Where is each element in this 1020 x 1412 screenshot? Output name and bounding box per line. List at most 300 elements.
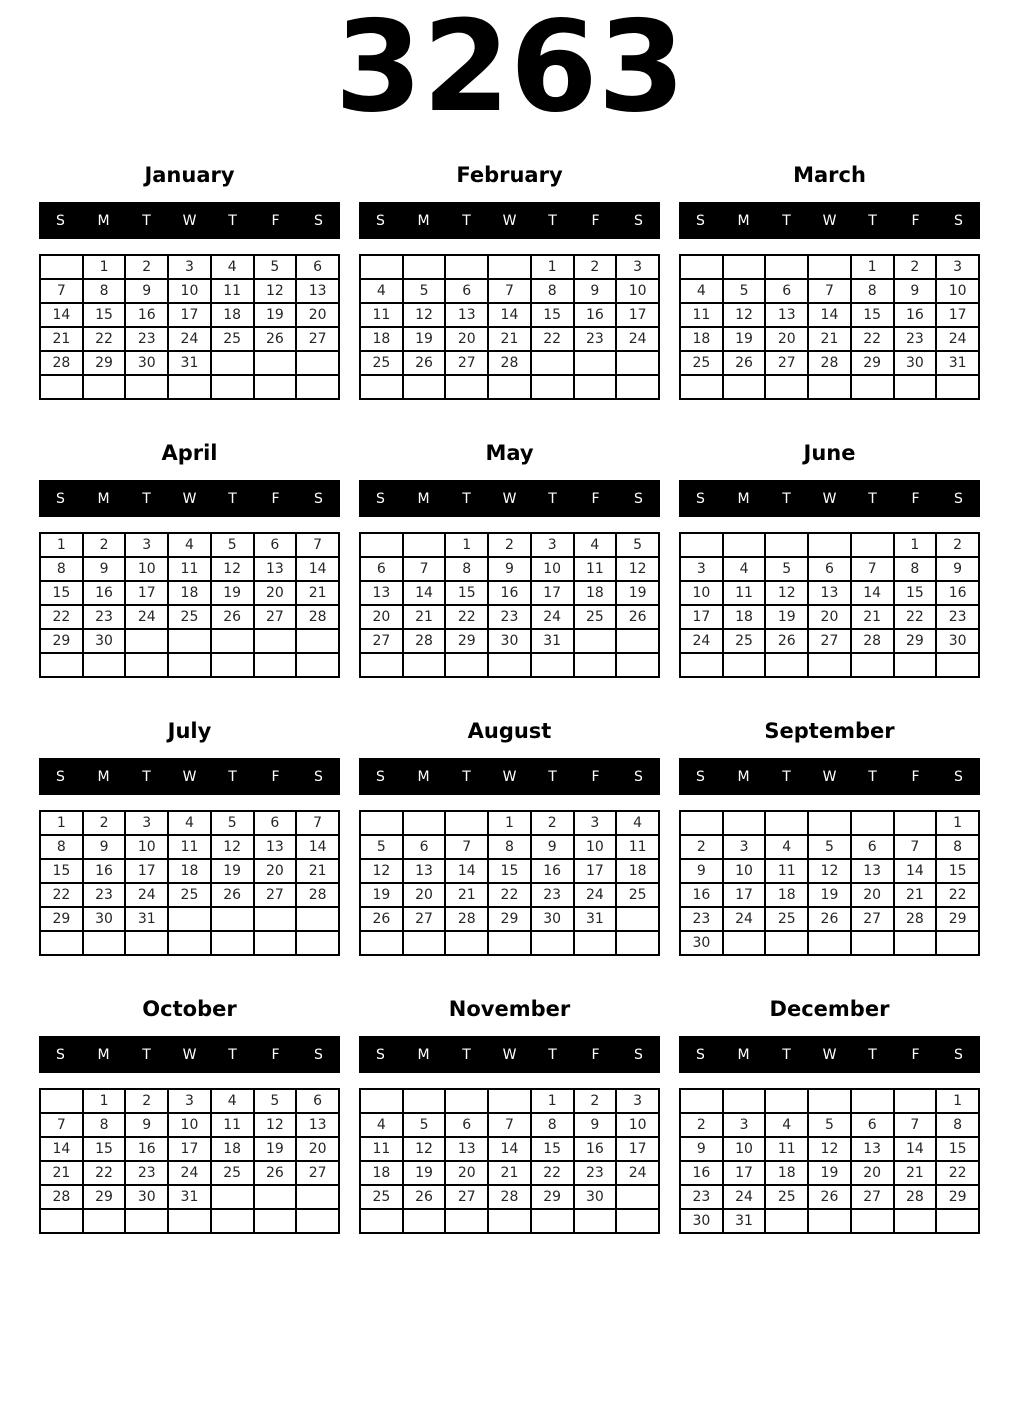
month-date-grid (39, 810, 340, 956)
day-of-week-label: S (954, 1046, 963, 1063)
day-cell: 2 (680, 835, 723, 859)
day-cell: 3 (936, 255, 979, 279)
day-cell-empty (296, 1209, 339, 1233)
day-cell: 28 (403, 629, 446, 653)
day-cell: 27 (808, 629, 851, 653)
day-cell: 10 (125, 835, 168, 859)
day-cell: 12 (254, 279, 297, 303)
day-cell: 7 (40, 279, 83, 303)
day-cell-empty (723, 811, 766, 835)
day-of-week-label: S (376, 490, 385, 507)
day-cell: 12 (254, 1113, 297, 1137)
day-cell: 8 (851, 279, 894, 303)
day-cell: 6 (765, 279, 808, 303)
day-cell: 14 (296, 835, 339, 859)
week-row (360, 255, 659, 279)
day-cell-empty (40, 1209, 83, 1233)
week-row (360, 629, 659, 653)
month-march (679, 160, 980, 438)
week-row (40, 255, 339, 279)
day-cell: 2 (125, 1089, 168, 1113)
day-cell-empty (211, 931, 254, 955)
week-row (40, 1089, 339, 1113)
day-cell: 3 (168, 1089, 211, 1113)
day-cell-empty (531, 1209, 574, 1233)
day-cell-empty (680, 255, 723, 279)
day-cell: 4 (211, 1089, 254, 1113)
day-cell: 13 (254, 835, 297, 859)
day-cell: 4 (723, 557, 766, 581)
day-cell: 21 (894, 1161, 937, 1185)
day-cell: 21 (488, 327, 531, 351)
day-cell: 15 (488, 859, 531, 883)
day-cell-empty (808, 533, 851, 557)
day-of-week-label: T (868, 1046, 877, 1063)
day-cell: 3 (723, 1113, 766, 1137)
day-of-week-label: S (696, 490, 705, 507)
day-cell: 30 (83, 629, 126, 653)
day-cell: 17 (531, 581, 574, 605)
day-cell: 13 (445, 303, 488, 327)
day-cell: 19 (403, 327, 446, 351)
day-cell-empty (360, 375, 403, 399)
day-cell: 2 (936, 533, 979, 557)
day-cell: 5 (808, 835, 851, 859)
day-cell: 15 (851, 303, 894, 327)
day-cell: 21 (445, 883, 488, 907)
week-row (680, 557, 979, 581)
day-cell: 22 (936, 1161, 979, 1185)
day-of-week-label: T (462, 1046, 471, 1063)
day-of-week-label: M (97, 1046, 110, 1063)
day-cell: 17 (616, 303, 659, 327)
day-cell: 8 (894, 557, 937, 581)
day-of-week-label: S (954, 768, 963, 785)
day-cell-empty (894, 653, 937, 677)
day-cell: 2 (894, 255, 937, 279)
day-cell: 1 (531, 1089, 574, 1113)
day-cell: 12 (616, 557, 659, 581)
day-of-week-label: T (868, 768, 877, 785)
day-cell-empty (403, 533, 446, 557)
day-of-week-label: T (462, 768, 471, 785)
day-cell: 26 (211, 605, 254, 629)
day-cell: 17 (936, 303, 979, 327)
day-cell: 2 (574, 1089, 617, 1113)
day-cell: 10 (680, 581, 723, 605)
day-cell: 3 (723, 835, 766, 859)
day-cell: 12 (723, 303, 766, 327)
day-cell: 16 (680, 883, 723, 907)
month-title: September (764, 719, 895, 743)
day-of-week-label: T (548, 490, 557, 507)
day-cell: 6 (296, 255, 339, 279)
day-cell: 30 (680, 1209, 723, 1233)
day-cell-empty (296, 907, 339, 931)
week-row (680, 1209, 979, 1233)
day-cell-empty (723, 653, 766, 677)
day-of-week-header (679, 758, 980, 795)
month-title: December (769, 997, 890, 1021)
week-row (680, 533, 979, 557)
day-cell: 24 (125, 605, 168, 629)
day-cell: 3 (616, 1089, 659, 1113)
day-of-week-label: W (822, 1046, 837, 1063)
day-cell: 5 (254, 1089, 297, 1113)
day-cell-empty (403, 375, 446, 399)
week-row (360, 1137, 659, 1161)
day-cell: 26 (765, 629, 808, 653)
day-cell: 29 (851, 351, 894, 375)
day-of-week-label: T (782, 490, 791, 507)
day-of-week-label: T (462, 212, 471, 229)
day-cell: 2 (574, 255, 617, 279)
day-cell-empty (894, 1209, 937, 1233)
day-cell: 2 (531, 811, 574, 835)
day-cell: 16 (488, 581, 531, 605)
day-cell: 5 (403, 279, 446, 303)
week-row (360, 1113, 659, 1137)
day-cell: 18 (168, 581, 211, 605)
day-cell: 30 (125, 351, 168, 375)
day-cell: 12 (211, 557, 254, 581)
day-cell: 14 (40, 1137, 83, 1161)
day-cell: 19 (254, 303, 297, 327)
day-cell: 16 (936, 581, 979, 605)
week-row (680, 255, 979, 279)
day-cell: 4 (765, 835, 808, 859)
day-cell: 27 (765, 351, 808, 375)
day-cell: 30 (894, 351, 937, 375)
day-cell: 16 (531, 859, 574, 883)
day-cell: 31 (125, 907, 168, 931)
day-cell: 20 (360, 605, 403, 629)
month-date-grid (359, 254, 660, 400)
month-title: May (485, 441, 534, 465)
day-cell: 19 (211, 581, 254, 605)
day-cell-empty (83, 375, 126, 399)
month-october (39, 994, 340, 1272)
day-of-week-header (39, 202, 340, 239)
day-cell: 8 (936, 1113, 979, 1137)
month-title: July (167, 719, 212, 743)
day-cell-empty (403, 1089, 446, 1113)
week-row (360, 1209, 659, 1233)
day-of-week-label: T (462, 490, 471, 507)
day-cell-empty (851, 1209, 894, 1233)
day-of-week-label: S (376, 768, 385, 785)
month-january (39, 160, 340, 438)
week-row (360, 907, 659, 931)
day-cell-empty (488, 653, 531, 677)
day-cell: 9 (488, 557, 531, 581)
day-cell-empty (168, 653, 211, 677)
day-of-week-label: T (228, 1046, 237, 1063)
day-of-week-label: M (417, 1046, 430, 1063)
day-cell: 12 (808, 859, 851, 883)
day-cell-empty (765, 811, 808, 835)
day-cell: 23 (574, 1161, 617, 1185)
day-cell: 28 (40, 1185, 83, 1209)
day-cell: 16 (574, 1137, 617, 1161)
day-cell: 7 (40, 1113, 83, 1137)
day-cell: 19 (808, 883, 851, 907)
day-cell: 30 (488, 629, 531, 653)
month-december (679, 994, 980, 1272)
day-of-week-label: T (782, 212, 791, 229)
day-cell: 11 (723, 581, 766, 605)
week-row (360, 883, 659, 907)
week-row (680, 1137, 979, 1161)
day-cell: 25 (765, 907, 808, 931)
day-of-week-label: M (737, 1046, 750, 1063)
day-cell: 3 (574, 811, 617, 835)
day-cell: 11 (360, 303, 403, 327)
day-cell: 15 (40, 581, 83, 605)
day-cell: 25 (680, 351, 723, 375)
day-of-week-label: M (737, 490, 750, 507)
day-cell: 17 (125, 859, 168, 883)
day-cell: 8 (488, 835, 531, 859)
day-cell-empty (254, 1209, 297, 1233)
day-cell: 18 (211, 303, 254, 327)
day-cell: 5 (360, 835, 403, 859)
week-row (40, 931, 339, 955)
day-cell: 21 (851, 605, 894, 629)
day-cell-empty (445, 653, 488, 677)
day-cell-empty (211, 351, 254, 375)
week-row (360, 931, 659, 955)
week-row (360, 303, 659, 327)
day-cell: 3 (616, 255, 659, 279)
day-of-week-label: F (271, 1046, 280, 1063)
day-cell-empty (808, 931, 851, 955)
day-cell: 7 (296, 533, 339, 557)
day-cell: 19 (254, 1137, 297, 1161)
day-cell: 6 (445, 1113, 488, 1137)
day-cell: 20 (254, 581, 297, 605)
day-cell: 22 (83, 1161, 126, 1185)
day-cell-empty (296, 629, 339, 653)
day-cell: 11 (765, 1137, 808, 1161)
day-cell: 7 (403, 557, 446, 581)
day-cell: 7 (894, 835, 937, 859)
month-date-grid (359, 1088, 660, 1234)
day-of-week-label: W (182, 212, 197, 229)
day-cell: 28 (894, 1185, 937, 1209)
week-row (680, 279, 979, 303)
week-row (680, 835, 979, 859)
day-cell: 11 (360, 1137, 403, 1161)
day-cell: 20 (296, 303, 339, 327)
day-cell: 9 (125, 1113, 168, 1137)
day-cell-empty (40, 1089, 83, 1113)
day-cell-empty (808, 375, 851, 399)
day-of-week-label: T (142, 212, 151, 229)
day-cell: 19 (808, 1161, 851, 1185)
week-row (40, 653, 339, 677)
day-cell: 4 (360, 279, 403, 303)
day-of-week-label: F (591, 768, 600, 785)
day-cell: 13 (851, 859, 894, 883)
day-cell-empty (616, 629, 659, 653)
week-row (40, 1209, 339, 1233)
day-cell-empty (211, 1209, 254, 1233)
day-cell-empty (765, 1089, 808, 1113)
day-cell-empty (765, 1209, 808, 1233)
day-cell-empty (403, 653, 446, 677)
day-cell-empty (680, 375, 723, 399)
day-cell: 16 (125, 1137, 168, 1161)
day-cell: 13 (296, 1113, 339, 1137)
day-cell: 7 (851, 557, 894, 581)
day-cell: 24 (680, 629, 723, 653)
day-cell: 2 (488, 533, 531, 557)
day-cell: 13 (360, 581, 403, 605)
day-cell-empty (488, 1209, 531, 1233)
day-cell: 13 (403, 859, 446, 883)
day-cell: 27 (403, 907, 446, 931)
day-cell-empty (125, 375, 168, 399)
day-cell: 4 (680, 279, 723, 303)
day-cell: 17 (168, 1137, 211, 1161)
day-cell-empty (616, 1185, 659, 1209)
day-cell: 9 (680, 1137, 723, 1161)
day-cell-empty (808, 653, 851, 677)
day-cell: 14 (40, 303, 83, 327)
day-cell-empty (488, 931, 531, 955)
month-title: November (448, 997, 571, 1021)
day-cell: 27 (445, 351, 488, 375)
month-february (359, 160, 660, 438)
day-cell: 20 (445, 327, 488, 351)
day-of-week-label: F (591, 1046, 600, 1063)
day-cell: 16 (125, 303, 168, 327)
day-of-week-label: S (634, 212, 643, 229)
month-title: October (142, 997, 237, 1021)
week-row (40, 883, 339, 907)
day-cell: 17 (723, 1161, 766, 1185)
day-cell: 24 (168, 1161, 211, 1185)
day-of-week-label: F (271, 768, 280, 785)
week-row (40, 1161, 339, 1185)
day-cell: 1 (83, 1089, 126, 1113)
day-cell: 4 (211, 255, 254, 279)
day-cell-empty (531, 351, 574, 375)
day-cell: 25 (360, 1185, 403, 1209)
day-cell: 11 (211, 1113, 254, 1137)
day-cell: 21 (894, 883, 937, 907)
day-cell: 8 (531, 279, 574, 303)
day-cell: 10 (723, 1137, 766, 1161)
day-of-week-label: F (911, 490, 920, 507)
day-cell: 27 (851, 907, 894, 931)
day-cell: 30 (574, 1185, 617, 1209)
day-cell: 16 (574, 303, 617, 327)
day-cell: 27 (296, 327, 339, 351)
month-title: August (467, 719, 552, 743)
day-cell: 25 (723, 629, 766, 653)
day-cell: 1 (445, 533, 488, 557)
day-of-week-label: T (228, 768, 237, 785)
day-cell-empty (616, 653, 659, 677)
day-cell: 12 (765, 581, 808, 605)
day-cell: 11 (616, 835, 659, 859)
day-cell: 4 (168, 811, 211, 835)
day-cell-empty (40, 255, 83, 279)
month-date-grid (359, 532, 660, 678)
month-title: April (161, 441, 218, 465)
week-row (360, 279, 659, 303)
day-cell: 4 (360, 1113, 403, 1137)
day-of-week-label: M (97, 212, 110, 229)
day-cell-empty (403, 931, 446, 955)
day-cell: 10 (168, 279, 211, 303)
day-cell: 14 (808, 303, 851, 327)
day-cell-empty (360, 811, 403, 835)
day-cell-empty (296, 931, 339, 955)
month-date-grid (679, 810, 980, 956)
day-cell: 5 (765, 557, 808, 581)
day-cell: 23 (83, 605, 126, 629)
day-cell-empty (531, 931, 574, 955)
day-cell: 15 (936, 859, 979, 883)
day-cell-empty (936, 653, 979, 677)
day-cell: 16 (83, 859, 126, 883)
day-cell: 9 (680, 859, 723, 883)
day-cell-empty (254, 375, 297, 399)
day-cell: 8 (40, 835, 83, 859)
day-of-week-label: S (376, 1046, 385, 1063)
day-cell: 26 (723, 351, 766, 375)
day-cell: 7 (445, 835, 488, 859)
day-cell-empty (574, 629, 617, 653)
day-cell: 2 (680, 1113, 723, 1137)
day-of-week-label: W (822, 768, 837, 785)
day-cell: 6 (851, 1113, 894, 1137)
day-cell: 21 (808, 327, 851, 351)
day-cell: 22 (40, 883, 83, 907)
day-cell: 9 (894, 279, 937, 303)
day-cell: 1 (40, 811, 83, 835)
day-cell: 18 (680, 327, 723, 351)
day-cell: 28 (296, 883, 339, 907)
day-cell: 22 (936, 883, 979, 907)
day-of-week-label: S (696, 212, 705, 229)
day-cell: 18 (765, 883, 808, 907)
day-cell: 18 (360, 1161, 403, 1185)
week-row (40, 811, 339, 835)
month-september (679, 716, 980, 994)
day-cell: 1 (40, 533, 83, 557)
day-cell-empty (723, 533, 766, 557)
day-cell: 22 (445, 605, 488, 629)
day-cell: 3 (125, 811, 168, 835)
day-cell: 20 (808, 605, 851, 629)
day-cell: 31 (723, 1209, 766, 1233)
day-cell: 20 (403, 883, 446, 907)
day-cell: 27 (445, 1185, 488, 1209)
day-cell: 2 (83, 533, 126, 557)
day-cell-empty (616, 907, 659, 931)
week-row (40, 351, 339, 375)
month-date-grid (679, 1088, 980, 1234)
day-cell: 9 (574, 1113, 617, 1137)
day-cell: 6 (296, 1089, 339, 1113)
day-cell: 15 (531, 1137, 574, 1161)
day-of-week-label: T (782, 1046, 791, 1063)
day-cell: 14 (488, 303, 531, 327)
